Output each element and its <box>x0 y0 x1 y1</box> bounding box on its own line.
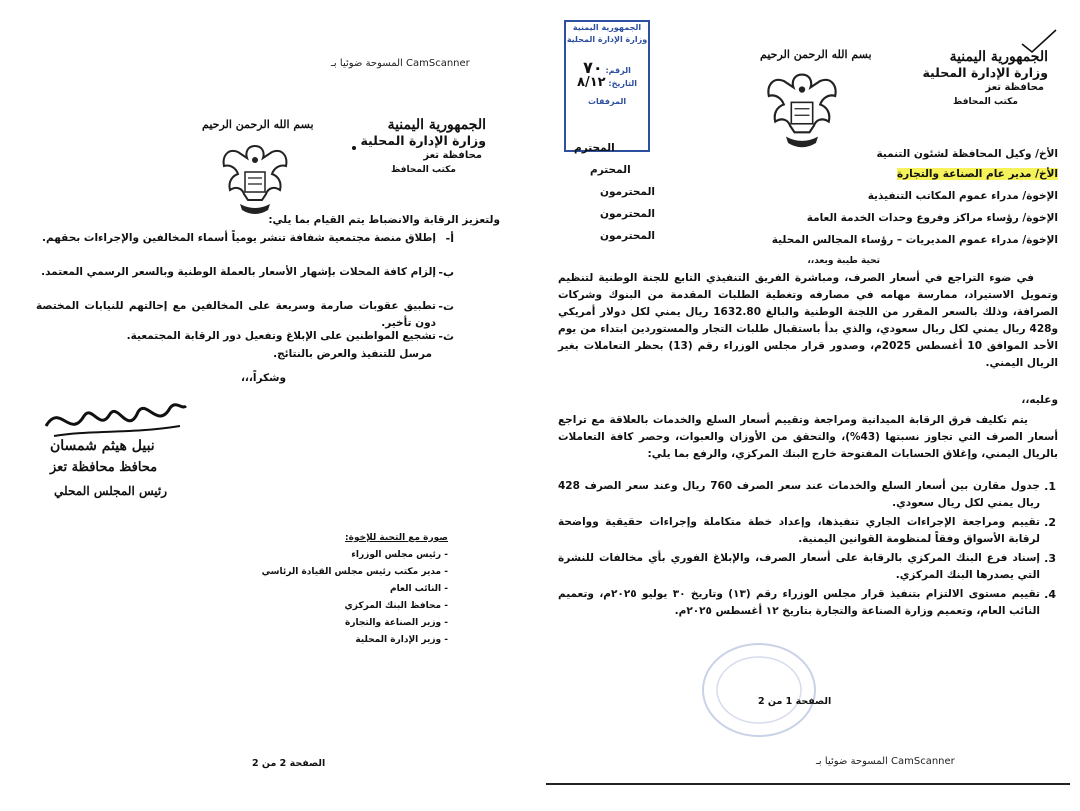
recipient-line: الإخوة/ رؤساء مراكز وفروع وحدات الخدمة العامة <box>806 212 1058 224</box>
recipient-title: المحترمون <box>600 208 656 220</box>
list-item: إطلاق منصة مجتمعية شفافة تنشر يومياً أسماء المخالفين والإجراءات بحقهم. <box>42 232 436 244</box>
cc-title: صورة مع التحية للإخوة: <box>345 533 448 543</box>
camscanner-watermark: المسوحة ضوئيا بـ CamScanner <box>331 58 470 69</box>
recipient-line: الإخوة/ مدراء عموم المديريات – رؤساء المجالس المحلية <box>771 234 1058 246</box>
recipient-title: المحترم <box>574 142 615 154</box>
cc-item: - وزير الصناعة والتجارة <box>345 618 448 628</box>
recipient-line: الأخ/ مدير عام الصناعة والتجارة <box>896 168 1058 180</box>
yemen-eagle-emblem-icon <box>218 138 292 224</box>
signatory-title: محافظ محافظة تعز <box>50 460 158 475</box>
recipient-title: المحترمون <box>600 186 656 198</box>
ministry-name: وزارة الإدارة المحلية <box>922 65 1048 80</box>
list-item: تقييم ومراجعة الإجراءات الجاري تنفيذها، وإعداد خطة متكاملة وإجراءات حقيقية وواضحة لرقابة الأسواق وفقاً لمنظومة القوانين اليمنية. <box>558 516 1040 545</box>
list-item: تشجيع المواطنين على الإبلاغ وتفعيل دور الرقابة المجتمعية. <box>126 330 436 342</box>
recipient-title: المحترمون <box>600 230 656 242</box>
republic-name: الجمهورية اليمنية <box>387 117 486 133</box>
list-item: تقييم مستوى الالتزام بتنفيذ قرار مجلس الوزراء رقم (١٣) وتاريخ ٣٠ يوليو ٢٠٢٥م، وتعميم النائب العام، وتعميم وزارة الصناعة والتجارة بتاريخ ١٢ أغسطس ٢٠٢٥م. <box>558 588 1040 617</box>
ink-dot <box>352 146 356 150</box>
item-marker: ت- <box>438 300 454 313</box>
letterhead <box>360 118 486 178</box>
thanks-line: وشكراً،،، <box>240 372 286 384</box>
camscanner-watermark: المسوحة ضوئيا بـ CamScanner <box>816 756 955 767</box>
item-marker: أ- <box>445 232 454 245</box>
office-name: مكتب المحافظ <box>952 97 1018 107</box>
basmala: بسم الله الرحمن الرحيم <box>202 118 314 131</box>
item-number: 2. <box>1044 516 1056 529</box>
greeting: تحية طيبة وبعد،، <box>807 256 880 266</box>
governorate-name: محافظة تعز <box>985 82 1044 93</box>
body-paragraph: يتم تكليف فرق الرقابة الميدانية ومراجعة وتقييم أسعار السلع والخدمات بالعلاقة مع تراجع أسعار الصرف التي تجاوز نسبتها (43%)، والتحقق من الأوزان والعبوات، وحصر كافة التعاملات بالريال اليمني، وإغلاق الحسابات المفتوحة خارج البنك المركزي، والرفع بما يلي: <box>558 414 1058 460</box>
yemen-eagle-emblem-icon <box>762 66 842 158</box>
letterhead <box>922 50 1048 110</box>
cc-list <box>228 530 448 649</box>
item-marker: ب- <box>438 266 454 279</box>
list-item: تطبيق عقوبات صارمة وسريعة على المخالفين مع إحالتهم للنيابات المختصة دون تأخير. <box>36 300 436 329</box>
intro-line: ولتعزيز الرقابة والانضباط يتم القيام بما يلي: <box>268 214 500 226</box>
received-stamp: الجمهورية اليمنية وزارة الإدارة المحلية الرقم: ٧٠ التاريخ: ٨/١٢ المرفقات <box>564 20 650 152</box>
item-marker: ث- <box>438 330 454 343</box>
signatory-council-title: رئيس المجلس المحلي <box>54 484 168 498</box>
document-page-1 <box>546 8 1070 785</box>
closing-line: مرسل للتنفيذ والعرض بالنتائج. <box>273 348 432 360</box>
accordingly-line: وعليه،، <box>1021 394 1058 406</box>
document-page-2 <box>6 30 506 790</box>
page-number: الصفحة 2 من 2 <box>252 758 326 769</box>
cc-item: - وزير الإدارة المحلية <box>355 635 448 645</box>
republic-name: الجمهورية اليمنية <box>949 49 1048 65</box>
body-paragraph: في ضوء التراجع في أسعار الصرف، ومباشرة الفريق التنفيذي التابع للجنة الوطنية لتنظيم وتمويل الاستيراد، ممارسة مهامه في مصارفه وتغطية الطلبات المقدمة من البنوك وشركات الصرافة، وذلك بالسعر المقرر من اللجنة الوطنية والبالغ 1632.80 ريال يمني لكل دولار أمريكي و428 ريال يمني لكل ريال سعودي، والذي بدأ باستقبال طلبات التجار والمستوردين ابتداء من يوم الأحد الموافق 10 أغسطس 2025م، وصدور قرار مجلس الوزراء رقم (13) بحظر التعاملات بغير الريال اليمني. <box>558 272 1059 369</box>
item-number: 1. <box>1044 480 1056 493</box>
recipient-title: المحترم <box>590 164 631 176</box>
cc-item: - رئيس مجلس الوزراء <box>351 550 448 560</box>
list-item: إسناد فرع البنك المركزي بالرقابة على أسعار الصرف، والإبلاغ الفوري بأي مخالفات للنشرة التي يصدرها البنك المركزي. <box>558 552 1040 581</box>
item-number: 3. <box>1044 552 1056 565</box>
official-round-stamp <box>700 640 818 740</box>
recipient-line: الإخوة/ مدراء عموم المكاتب التنفيذية <box>867 190 1058 202</box>
basmala: بسم الله الرحمن الرحيم <box>760 48 872 61</box>
office-name: مكتب المحافظ <box>390 165 456 175</box>
recipient-line: الأخ/ وكيل المحافظة لشئون التنمية <box>876 148 1058 160</box>
cc-item: - مدير مكتب رئيس مجلس القيادة الرئاسي <box>261 567 448 577</box>
page-number: الصفحة 1 من 2 <box>758 696 832 707</box>
list-item: إلزام كافة المحلات بإشهار الأسعار بالعملة الوطنية وبالسعر الرسمي المعتمد. <box>41 266 436 278</box>
cc-item: - النائب العام <box>390 584 448 594</box>
cc-item: - محافظ البنك المركزي <box>344 601 448 611</box>
list-item: جدول مقارن بين أسعار السلع والخدمات عند سعر الصرف 760 ريال وعند سعر الصرف 428 ريال يمني لكل ريال سعودي. <box>558 480 1040 509</box>
governorate-name: محافظة تعز <box>423 150 482 161</box>
item-number: 4. <box>1044 588 1056 601</box>
signatory-name: نبيل هيثم شمسان <box>50 438 155 454</box>
ministry-name: وزارة الإدارة المحلية <box>360 133 486 148</box>
